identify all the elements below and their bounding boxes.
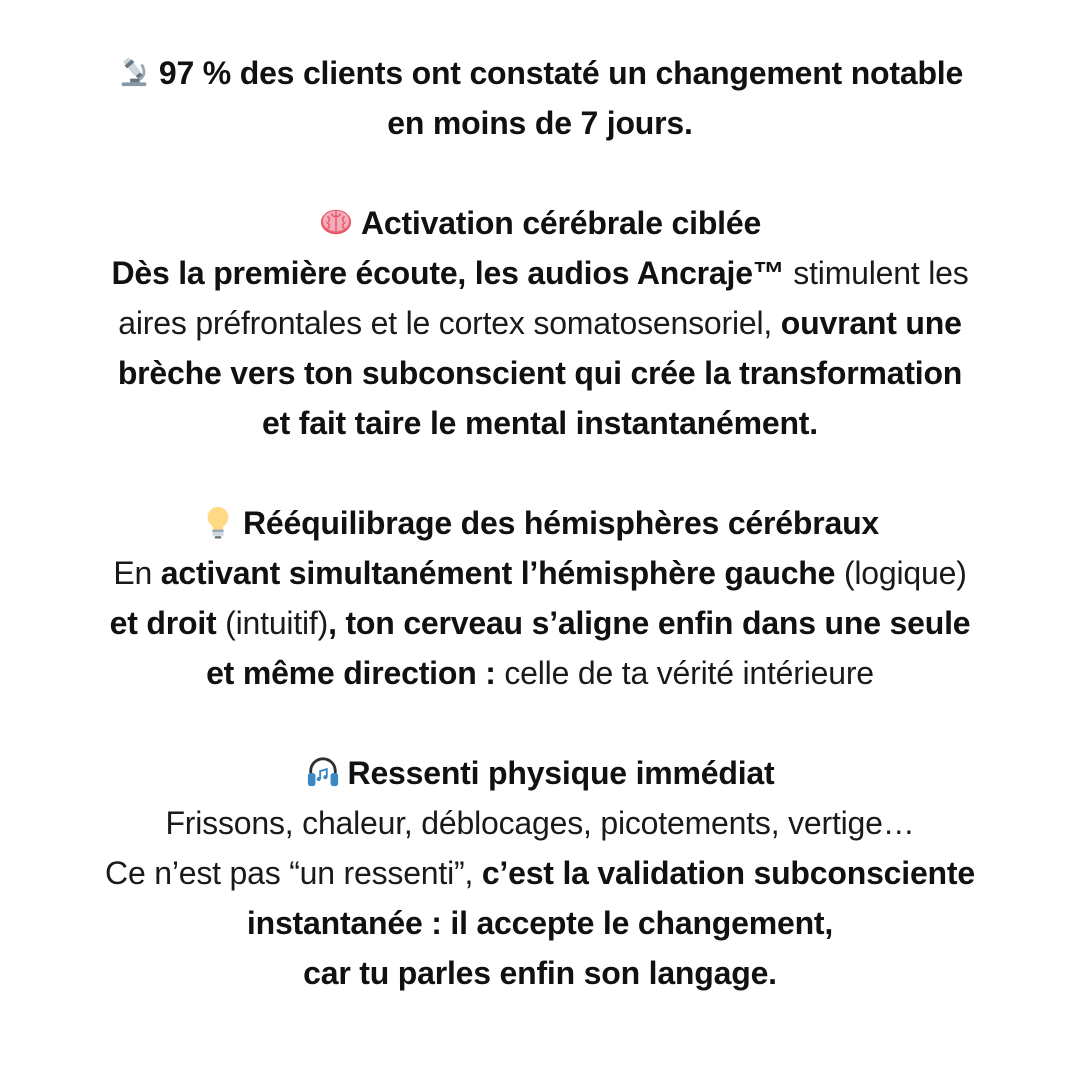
text-regular: Ce n’est pas “un ressenti”, xyxy=(105,855,482,891)
text-regular: celle de ta vérité intérieure xyxy=(495,655,874,691)
section-heading-line xyxy=(40,748,1040,798)
text-bold: ouvrant une xyxy=(780,305,962,341)
section-heading-line xyxy=(40,48,1040,98)
text-line xyxy=(40,298,1040,348)
text-bold: et droit xyxy=(109,605,217,641)
text-bold: en moins de 7 jours. xyxy=(387,105,693,141)
text-regular: (intuitif) xyxy=(216,605,329,641)
text-line xyxy=(40,798,1040,848)
text-line xyxy=(40,548,1040,598)
section-physical-feeling xyxy=(40,748,1040,998)
text-bold: et même direction : xyxy=(206,655,496,691)
section-hemispheres xyxy=(40,498,1040,698)
text-regular: (logique) xyxy=(835,555,967,591)
text-line xyxy=(40,98,1040,148)
text-bold: , ton cerveau s’aligne enfin dans une seule xyxy=(328,605,971,641)
microscope-icon xyxy=(117,55,151,89)
text-bold: Rééquilibrage des hémisphères cérébraux xyxy=(242,505,880,541)
text-bold: 97 % des clients ont constaté un changement notable xyxy=(158,55,964,91)
section-heading-line xyxy=(40,498,1040,548)
headphones-icon xyxy=(306,755,340,789)
text-line xyxy=(40,948,1040,998)
section-brain-activation xyxy=(40,198,1040,448)
section-results xyxy=(40,48,1040,148)
text-line xyxy=(40,598,1040,648)
text-regular: stimulent les xyxy=(784,255,969,291)
text-line xyxy=(40,848,1040,898)
text-bold: et fait taire le mental instantanément. xyxy=(262,405,818,441)
text-bold: Ressenti physique immédiat xyxy=(347,755,775,791)
section-heading-line xyxy=(40,198,1040,248)
text-bold: instantanée : il accepte le changement, xyxy=(246,905,834,941)
text-regular: En xyxy=(113,555,161,591)
light-bulb-icon xyxy=(201,505,235,539)
text-line xyxy=(40,398,1040,448)
text-line xyxy=(40,248,1040,298)
text-bold: brèche vers ton subconscient qui crée la transformation xyxy=(117,355,963,391)
text-bold: car tu parles enfin son langage. xyxy=(303,955,777,991)
text-line xyxy=(40,648,1040,698)
text-bold: c’est la validation subconsciente xyxy=(481,855,975,891)
text-line xyxy=(40,898,1040,948)
text-line xyxy=(40,348,1040,398)
text-bold: Activation cérébrale ciblée xyxy=(360,205,762,241)
text-bold: Dès la première écoute, les audios Ancraje™ xyxy=(111,255,785,291)
text-bold: activant simultanément l’hémisphère gauche xyxy=(160,555,836,591)
brain-icon xyxy=(319,205,353,239)
text-regular: Frissons, chaleur, déblocages, picotements, vertige… xyxy=(165,805,915,841)
text-regular: aires préfrontales et le cortex somatosensoriel, xyxy=(118,305,781,341)
